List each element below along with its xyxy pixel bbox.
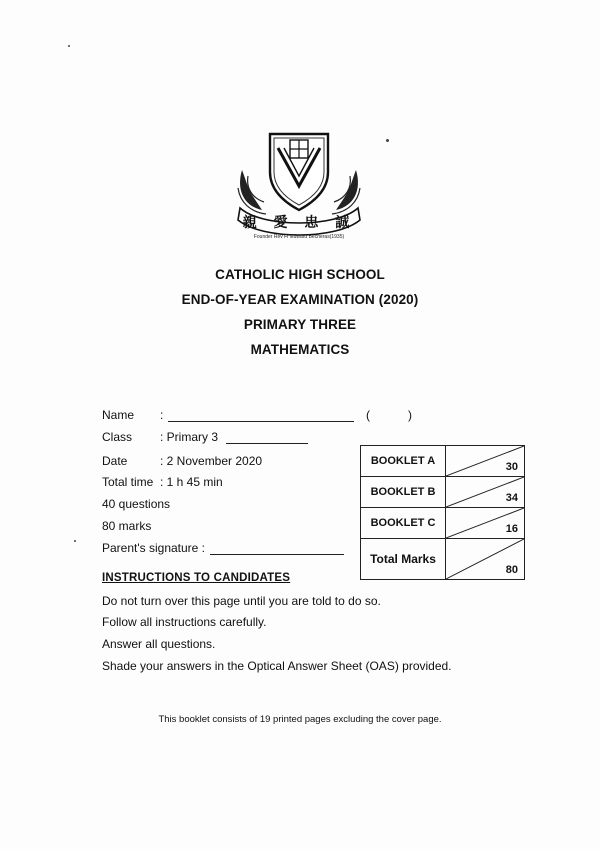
school-name: CATHOLIC HIGH SCHOOL <box>215 267 385 282</box>
booklet-a-row <box>361 446 525 477</box>
speck-top-left <box>68 45 70 47</box>
total-marks-row <box>361 539 525 580</box>
class-value: : Primary 3 <box>160 430 219 444</box>
speck-left <box>74 540 76 542</box>
booklet-c-score-box[interactable] <box>446 508 525 539</box>
booklet-a-max-score: 30 <box>505 461 518 473</box>
booklet-b-label: BOOKLET B <box>361 477 446 508</box>
booklet-c-max-score: 16 <box>505 523 518 535</box>
total-marks-label: Total Marks <box>361 539 446 580</box>
signature-field[interactable] <box>210 554 344 555</box>
name-colon: : <box>160 408 164 422</box>
name-field[interactable] <box>168 421 354 422</box>
exam-name: END-OF-YEAR EXAMINATION (2020) <box>181 292 419 307</box>
subject-name: MATHEMATICS <box>250 342 350 357</box>
instruction-line: Do not turn over this page until you are told to do so. <box>102 594 381 608</box>
booklet-a-label: BOOKLET A <box>361 446 446 477</box>
booklet-c-row <box>361 508 525 539</box>
name-paren-open: ( <box>366 408 370 422</box>
date-label: Date <box>102 454 128 468</box>
time-value: : 1 h 45 min <box>160 475 223 489</box>
marks-table <box>360 445 525 580</box>
name-label: Name <box>102 408 135 422</box>
instruction-line: Answer all questions. <box>102 637 216 651</box>
crest-motto: 親 愛 忠 誠 <box>242 215 356 231</box>
instruction-line: Shade your answers in the Optical Answer Sheet (OAS) provided. <box>102 659 452 673</box>
booklet-b-max-score: 34 <box>505 492 518 504</box>
marks-total: 80 marks <box>102 519 152 533</box>
date-value: : 2 November 2020 <box>160 454 263 468</box>
questions-count: 40 questions <box>102 497 171 511</box>
speck-top-right <box>386 139 389 142</box>
class-field[interactable] <box>226 443 308 444</box>
name-paren-close: ) <box>408 408 412 422</box>
booklet-c-label: BOOKLET C <box>361 508 446 539</box>
level-name: PRIMARY THREE <box>243 317 357 332</box>
page-count-note: This booklet consists of 19 printed pages excluding the cover page. <box>158 714 442 725</box>
total-max-score: 80 <box>505 564 518 576</box>
booklet-a-score-box[interactable] <box>446 446 525 477</box>
time-label: Total time <box>102 475 154 489</box>
instructions-heading: INSTRUCTIONS TO CANDIDATES <box>102 572 291 584</box>
instruction-line: Follow all instructions carefully. <box>102 615 267 629</box>
booklet-b-row <box>361 477 525 508</box>
class-label: Class <box>102 430 133 444</box>
signature-label: Parent's signature : <box>102 541 206 555</box>
school-crest-logo <box>232 128 366 240</box>
exam-titles <box>0 266 600 366</box>
crest-founder-text: Founder Rev Fr Edward Becheras(1935) <box>253 234 345 240</box>
total-marks-score-box[interactable] <box>446 539 525 580</box>
booklet-b-score-box[interactable] <box>446 477 525 508</box>
